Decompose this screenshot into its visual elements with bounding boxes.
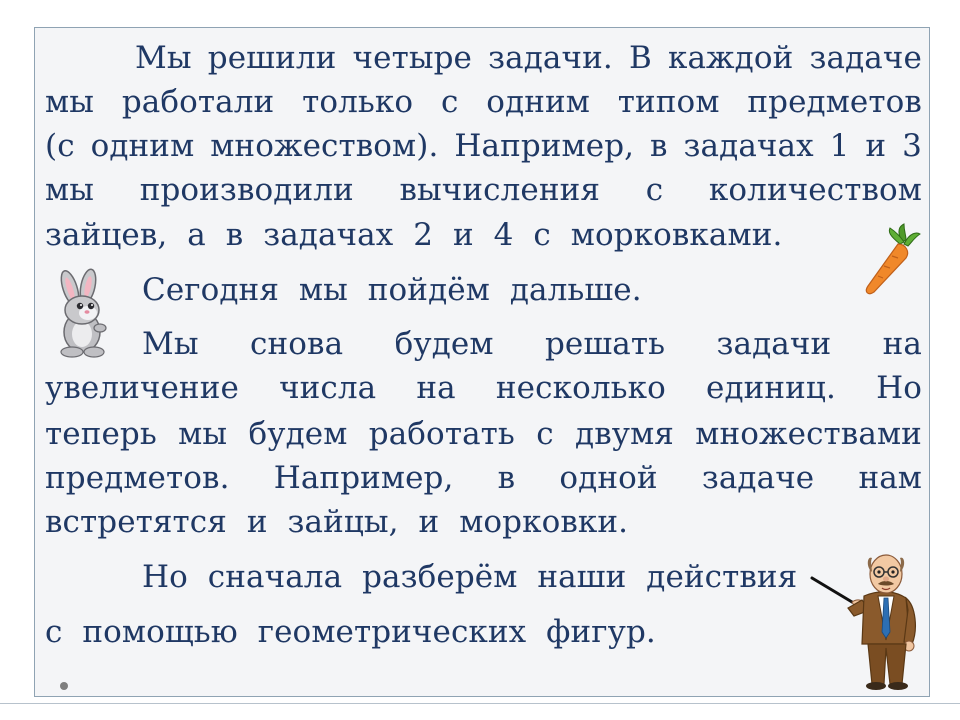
text-line-8: [45, 366, 922, 410]
word: теперь: [45, 416, 157, 452]
carrot-image: [862, 222, 922, 298]
word: задаче: [701, 460, 815, 496]
word: мы: [45, 172, 94, 208]
word: и: [865, 128, 887, 164]
word: производили: [139, 172, 354, 208]
word: с: [536, 416, 554, 452]
word: количеством: [708, 172, 922, 208]
word: снова: [250, 326, 344, 362]
text-line-3: [45, 124, 922, 168]
text-line-4: [45, 168, 922, 212]
word: задачах: [683, 128, 814, 164]
word: Например,: [273, 460, 454, 496]
word: в: [650, 128, 668, 164]
word: на: [416, 370, 456, 406]
word: В: [628, 40, 652, 76]
bottom-divider: [0, 703, 960, 704]
word: в: [497, 460, 516, 496]
word: предметов: [747, 84, 922, 120]
word: двумя: [575, 416, 674, 452]
word: четыре: [352, 40, 473, 76]
word: будем: [394, 326, 494, 362]
word: работать: [368, 416, 515, 452]
word: 1: [829, 128, 850, 164]
word: одной: [559, 460, 658, 496]
word: увеличение: [45, 370, 239, 406]
text-line-7: [45, 322, 922, 366]
word: решать: [544, 326, 666, 362]
word: (с: [45, 128, 75, 164]
word: с: [440, 84, 459, 120]
text-line-11: встретятся и зайцы, и морковки.: [45, 504, 629, 540]
word: вычисления: [399, 172, 601, 208]
word: задачи: [716, 326, 832, 362]
word: предметов.: [45, 460, 230, 496]
word: каждой: [668, 40, 794, 76]
text-line-10: [45, 456, 922, 500]
word: 3: [902, 128, 922, 164]
word: работали: [121, 84, 275, 120]
word: числа: [279, 370, 377, 406]
text-line-12: Но сначала разберём наши действия: [142, 559, 798, 595]
word: множествами: [695, 416, 922, 452]
word: Но: [876, 370, 922, 406]
word: задачи.: [488, 40, 613, 76]
text-line-9: [45, 412, 922, 456]
word: одним: [90, 128, 195, 164]
text-line-6: Сегодня мы пойдём дальше.: [142, 272, 642, 308]
word: на: [882, 326, 922, 362]
rabbit-image: [50, 268, 118, 360]
word: с: [645, 172, 664, 208]
word: мы: [45, 84, 94, 120]
word: множеством).: [210, 128, 439, 164]
word: несколько: [495, 370, 666, 406]
word: типом: [617, 84, 720, 120]
word: одним: [486, 84, 590, 120]
text-line-13: с помощью геометрических фигур.: [45, 614, 656, 650]
teacher-image: [808, 540, 924, 692]
word: будем: [248, 416, 348, 452]
word: Мы: [135, 40, 192, 76]
word: нам: [858, 460, 922, 496]
word: только: [302, 84, 414, 120]
text-line-5: зайцев, а в задачах 2 и 4 с морковками.: [45, 217, 783, 253]
word: решили: [207, 40, 337, 76]
word: Мы: [142, 326, 199, 362]
text-line-1: [45, 36, 922, 80]
text-line-2: [45, 80, 922, 124]
word: задаче: [809, 40, 922, 76]
word: единиц.: [706, 370, 836, 406]
word: Например,: [454, 128, 635, 164]
bullet-dot: [60, 682, 68, 690]
word: мы: [178, 416, 228, 452]
